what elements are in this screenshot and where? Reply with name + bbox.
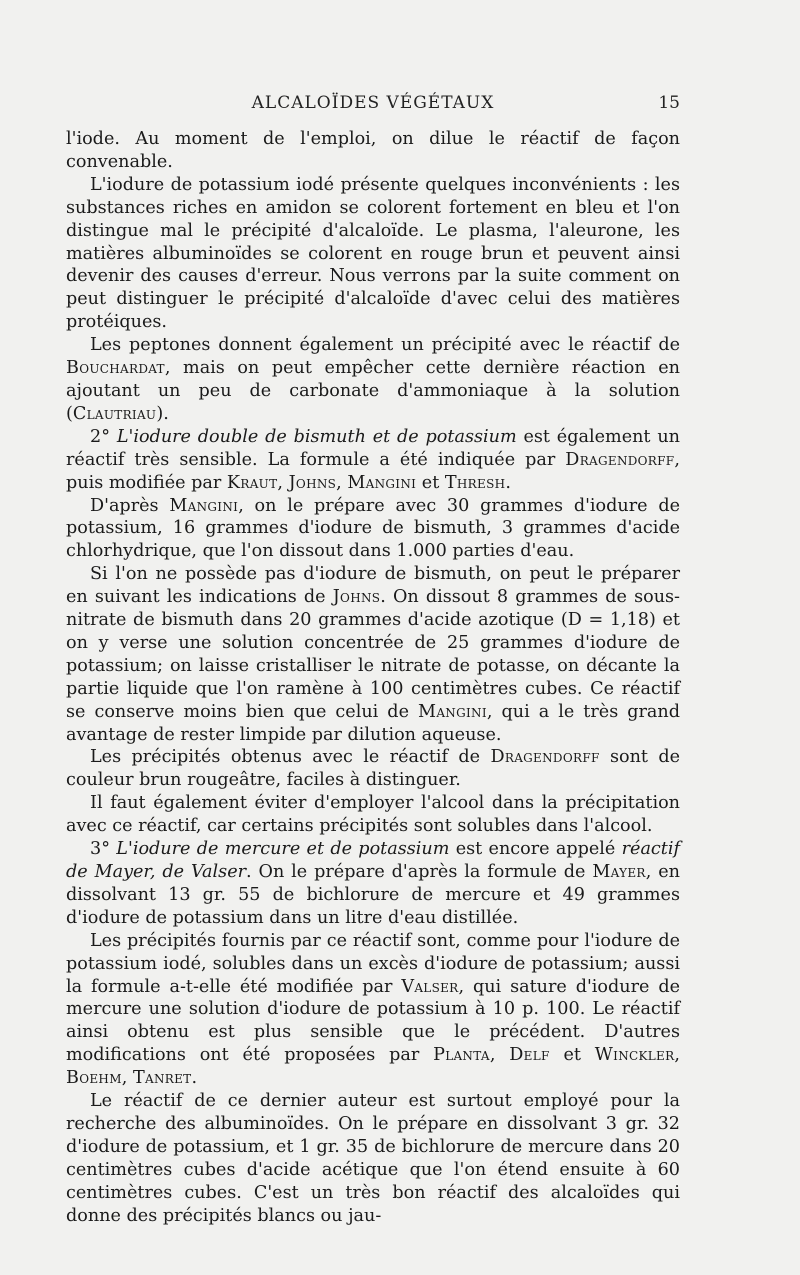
paragraph-3: Les peptones donnent également un précipité avec le réactif de Bouchardat, mais on peut empêcher cette dernière réaction en ajoutant un peu de carbonate d'ammoniaque à la solution (Clautriau). [66, 335, 680, 424]
author-name: Planta [433, 1045, 490, 1066]
author-name: Bouchardat [66, 358, 165, 379]
author-name: Dragendorff [565, 449, 675, 470]
paragraph-2: L'iodure de potassium iodé présente quelques inconvénients : les substances riches en amidon se colorent fortement en bleu et l'on distingue mal le précipité d'alcaloïde. Le plasma, l'aleurone, les matières albuminoïdes se colorent en rouge brun et peuvent ainsi devenir des causes d'erreur. Nous verrons par la suite comment on peut distinguer le précipité d'alcaloïde d'avec celui des matières protéiques. [66, 174, 680, 333]
author-name: Winckler [594, 1045, 675, 1066]
author-name: Thresh [444, 472, 506, 493]
author-name: Tanret [132, 1068, 192, 1089]
author-name: Johns [332, 587, 381, 608]
author-name: Mangini [418, 701, 487, 722]
body-text [66, 128, 680, 1228]
page-number: 15 [658, 93, 680, 113]
author-name: Clautriau [72, 403, 157, 424]
paragraph-11: Le réactif de ce dernier auteur est surtout employé pour la recherche des albuminoïdes. On le prépare en dissolvant 3 gr. 32 d'iodure de potassium, et 1 gr. 35 de bichlorure de mercure dans 20 centimètres cubes d'acide acétique que l'on étend ensuite à 60 centimètres cubes. C'est un très bon réactif des alcaloïdes qui donne des précipités blancs ou jau- [66, 1091, 680, 1226]
page-header [66, 93, 680, 117]
reagent-title: L'iodure de mercure et de potassium [116, 839, 450, 860]
paragraph-8: Il faut également éviter d'employer l'alcool dans la précipitation avec ce réactif, car certains précipités sont solubles dans l'alcool. [66, 793, 680, 837]
paragraph-1: l'iode. Au moment de l'emploi, on dilue le réactif de façon convenable. [66, 129, 680, 172]
paragraph-9: 3° L'iodure de mercure et de potassium est encore appelé réactif de Mayer, de Valser. On le prépare d'après la formule de Mayer, en dissolvant 13 gr. 55 de bichlorure de mercure et 49 grammes d'iodure de potassium dans un litre d'eau distillée. [66, 839, 680, 928]
author-name: Delf [509, 1045, 550, 1066]
author-name: Mangini [347, 472, 417, 493]
reagent-title: L'iodure double de bismuth et de potassium [116, 426, 517, 447]
running-title: ALCALOÏDES VÉGÉTAUX [251, 93, 495, 113]
author-name: Mayer [592, 862, 646, 882]
paragraph-7: Les précipités obtenus avec le réactif de Dragendorff sont de couleur brun rougeâtre, faciles à distinguer. [66, 747, 681, 791]
paragraph-10: Les précipités fournis par ce réactif sont, comme pour l'iodure de potassium iodé, solubles dans un excès d'iodure de potassium; aussi la formule a-t-elle été modifiée par Valser, qui sature d'iodure de mercure une solution d'iodure de potassium à 10 p. 100. Le réactif ainsi obtenu est plus sensible que le précédent. D'autres modifications ont été proposées par Planta, Delf et Winckler, Boehm, Tanret. [66, 930, 681, 1089]
author-name: Mangini [169, 495, 239, 516]
author-name: Valser [401, 976, 459, 997]
author-name: Johns [288, 472, 337, 493]
reagent-alias: réactif de Mayer, de Valser [66, 839, 680, 882]
author-name: Boehm [66, 1068, 122, 1089]
paragraph-5: D'après Mangini, on le prépare avec 30 grammes d'iodure de potassium, 16 grammes d'iodure de bismuth, 3 grammes d'acide chlorhydrique, que l'on dissout dans 1.000 parties d'eau. [66, 495, 681, 562]
paragraph-4: 2° L'iodure double de bismuth et de potassium est également un réactif très sensible. La formule a été indiquée par Dragendorff, puis modifiée par Kraut, Johns, Mangini et Thresh. [66, 426, 680, 493]
author-name: Dragendorff [490, 747, 600, 768]
paragraph-6: Si l'on ne possède pas d'iodure de bismuth, on peut le préparer en suivant les indications de Johns. On dissout 8 grammes de sous-nitrate de bismuth dans 20 grammes d'acide azotique (D = 1,18) et on y verse une solution concentrée de 25 grammes d'iodure de potassium; on laisse cristalliser le nitrate de potasse, on décante la partie liquide que l'on ramène à 100 centimètres cubes. Ce réactif se conserve moins bien que celui de Mangini, qui a le très grand avantage de rester limpide par dilution aqueuse. [66, 564, 681, 745]
author-name: Kraut [226, 472, 278, 493]
